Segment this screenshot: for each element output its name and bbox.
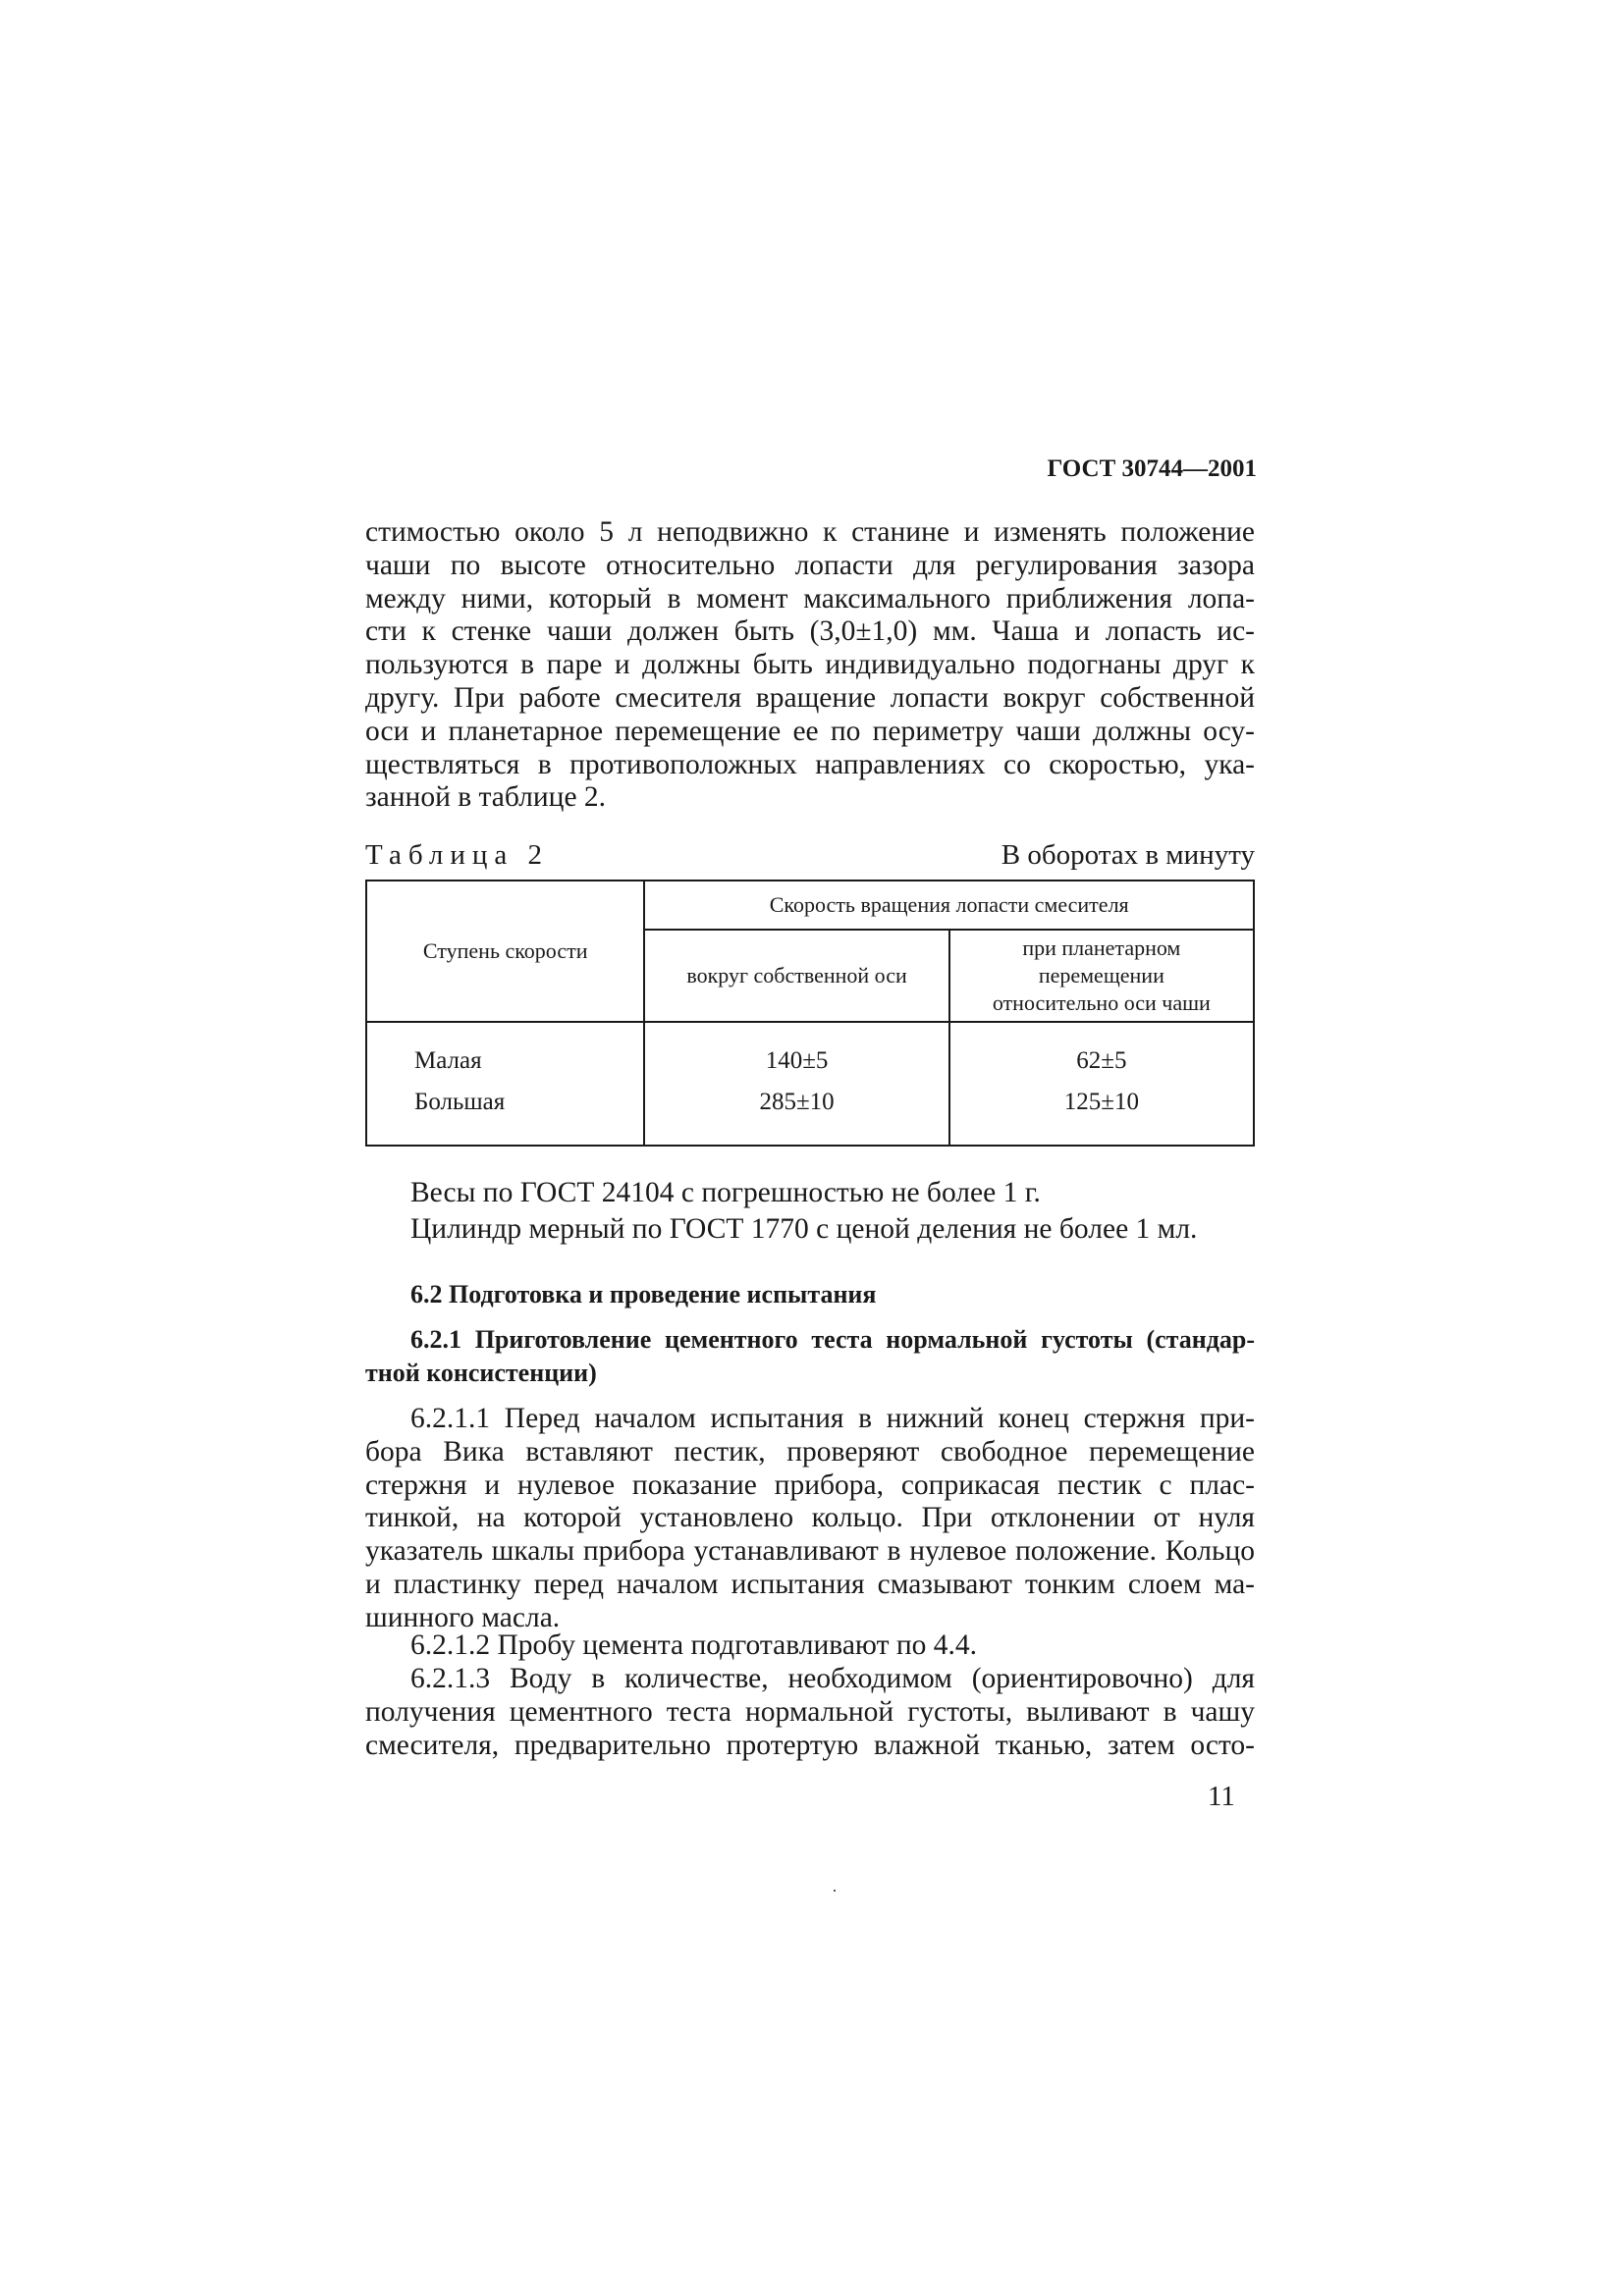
section-heading: 6.2 Подготовка и проведение испытания [410, 1280, 877, 1308]
text-scales: Весы по ГОСТ 24104 с погрешностью не более 1 г. [410, 1177, 1041, 1208]
text-line: сти к стенке чаши должен быть (3,0±1,0) мм. Чаша и лопасть ис- [365, 615, 1255, 648]
col-header-stage: Ступень скорости [366, 881, 644, 1022]
paragraph-intro [365, 516, 1255, 815]
text-line: ществляться в противоположных направлениях со скоростью, ука- [365, 748, 1255, 780]
paragraph-6-2-1-2: 6.2.1.2 Пробу цемента подготавливают по 4.4. [410, 1629, 977, 1661]
subsection-heading [365, 1323, 1255, 1390]
text-line: между ними, который в момент максимального приближения лопа- [365, 582, 1255, 614]
col-header-own-axis: вокруг собственной оси [644, 930, 948, 1022]
paragraph-6-2-1-3 [365, 1663, 1255, 1762]
text-line: указатель шкалы прибора устанавливают в нулевое положение. Кольцо [365, 1535, 1255, 1568]
col-header-planetary-line: перемещении [1038, 963, 1164, 988]
text-line: занной в таблице 2. [365, 781, 607, 814]
text-line: стимостью около 5 л неподвижно к станине и изменять положение [365, 516, 1255, 548]
scan-speck [834, 1890, 836, 1892]
text-line: шинного масла. [365, 1601, 561, 1633]
text-line: другу. При работе смесителя вращение лопасти вокруг собственной [365, 681, 1255, 714]
cell-stage: Большая [366, 1082, 644, 1146]
table-units: В оборотах в минуту [1001, 839, 1255, 871]
col-header-planetary-line: относительно оси чаши [992, 990, 1211, 1015]
table-caption-row [365, 839, 1255, 875]
text-cylinder: Цилиндр мерный по ГОСТ 1770 с ценой деления не более 1 мл. [410, 1213, 1198, 1245]
text-line: смесителя, предварительно протертую влажной тканью, затем осто- [365, 1729, 1255, 1761]
table-row [366, 1022, 1254, 1082]
cell-stage: Малая [366, 1022, 644, 1082]
col-header-planetary-line: при планетарном [1022, 935, 1181, 960]
speed-table [365, 880, 1255, 1147]
cell-planetary: 62±5 [949, 1022, 1254, 1082]
text-line: тинкой, на которой установлено кольцо. При отклонении от нуля [365, 1502, 1255, 1534]
col-header-group: Скорость вращения лопасти смесителя [644, 881, 1254, 930]
text-line: бора Вика вставляют пестик, проверяют свободное перемещение [365, 1435, 1255, 1468]
text-line: чаши по высоте относительно лопасти для регулирования зазора [365, 549, 1255, 581]
cell-own: 285±10 [644, 1082, 948, 1146]
cell-planetary: 125±10 [949, 1082, 1254, 1146]
text-line: получения цементного теста нормальной густоты, выливают в чашу [365, 1695, 1255, 1728]
text-line: и пластинку перед началом испытания смазывают тонким слоем ма- [365, 1568, 1255, 1600]
text-line: оси и планетарное перемещение ее по периметру чаши должны осу- [365, 715, 1255, 747]
heading-line: 6.2.1 Приготовление цементного теста нормальной густоты (стандар- [410, 1325, 1255, 1354]
table-row [366, 1082, 1254, 1146]
text-line: 6.2.1.3 Воду в количестве, необходимом (ориентировочно) для [410, 1663, 1255, 1694]
page-number: 11 [1208, 1781, 1235, 1812]
col-header-planetary [949, 930, 1254, 1022]
cell-own: 140±5 [644, 1022, 948, 1082]
text-line: 6.2.1.1 Перед началом испытания в нижний конец стержня при- [410, 1403, 1255, 1434]
text-line: пользуются в паре и должны быть индивидуально подогнаны друг к [365, 649, 1255, 681]
heading-line: тной консистенции) [365, 1359, 597, 1387]
document-header: ГОСТ 30744—2001 [1047, 455, 1257, 482]
paragraph-6-2-1-1 [365, 1403, 1255, 1635]
text-line: стержня и нулевое показание прибора, соприкасая пестик с плас- [365, 1468, 1255, 1501]
table-caption: Таблица 2 [365, 839, 550, 871]
